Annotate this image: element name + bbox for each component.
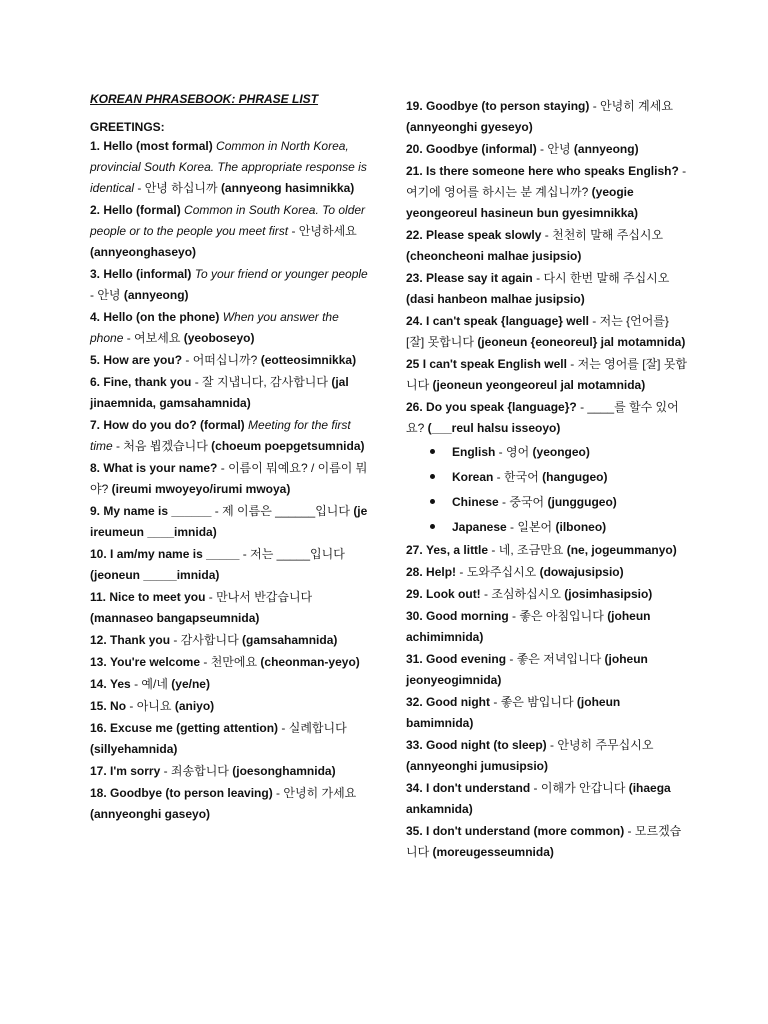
phrase-romanization: (yeogie yeongeoreul hasineun bun gyesimnikka) bbox=[406, 185, 639, 220]
phrase-korean: 도와주십시오 bbox=[466, 565, 537, 579]
phrase-romanization: (annyeonghi gyeseyo) bbox=[406, 120, 533, 134]
phrase-entry: 3. Hello (informal) To your friend or younger people - 안녕 (annyeong) bbox=[90, 267, 368, 302]
phrase-romanization: (annyeonghi gaseyo) bbox=[90, 807, 211, 821]
phrase-number: 29. bbox=[406, 587, 423, 601]
phrase-romanization: (ihaega ankamnida) bbox=[406, 781, 671, 816]
phrase-english: How do you do? (formal) bbox=[103, 418, 245, 432]
phrase-korean: 안녕히 가세요 bbox=[283, 786, 357, 800]
phrase-romanization: (moreugesseumnida) bbox=[432, 845, 554, 859]
phrase-romanization: (choeum poepgetsumnida) bbox=[211, 439, 365, 453]
phrase-entry: 34. I don't understand - 이해가 안갑니다 (ihaega ankamnida) bbox=[406, 781, 671, 816]
phrase-entry: 24. I can't speak {language} well - 저는 {언어를} [잘] 못합니다 (jeoneun {eoneoreul} jal motamnida) bbox=[406, 314, 686, 349]
bullet-icon bbox=[430, 474, 435, 479]
language-romanization: (yeongeo) bbox=[532, 445, 590, 459]
phrase-romanization: (sillyehamnida) bbox=[90, 742, 178, 756]
phrase-korean: ____를 할수 있어요? bbox=[406, 400, 679, 435]
phrase-english: Goodbye (to person staying) bbox=[426, 99, 590, 113]
phrase-entry: 23. Please say it again - 다시 한번 말해 주십시오 (dasi hanbeon malhae jusipsio) bbox=[406, 271, 670, 306]
phrase-korean: 안녕하세요 bbox=[298, 224, 357, 238]
phrase-entry: 19. Goodbye (to person staying) - 안녕히 계세요 (annyeonghi gyeseyo) bbox=[406, 99, 673, 134]
phrase-romanization: (annyeonghi jumusipsio) bbox=[406, 759, 549, 773]
phrase-korean: 모르겠습니다 bbox=[406, 824, 682, 859]
phrase-korean: 여기에 영어를 하시는 분 계십니까? bbox=[406, 185, 589, 199]
phrase-korean: 감사합니다 bbox=[180, 633, 239, 647]
phrase-romanization: (josimhasipsio) bbox=[564, 587, 653, 601]
phrase-number: 12. bbox=[90, 633, 107, 647]
phrase-entry: 32. Good night - 좋은 밤입니다 (joheun bamimnida) bbox=[406, 695, 621, 730]
phrase-entry: 20. Goodbye (informal) - 안녕 (annyeong) bbox=[406, 142, 639, 156]
phrase-number: 4. bbox=[90, 310, 101, 324]
phrase-entry: 28. Help! - 도와주십시오 (dowajusipsio) bbox=[406, 565, 624, 579]
phrase-english: Hello (most formal) bbox=[103, 139, 213, 153]
phrase-romanization: (ireumi mwoyeyo/irumi mwoya) bbox=[111, 482, 291, 496]
phrase-korean: 천만에요 bbox=[210, 655, 258, 669]
phrase-korean: 다시 한번 말해 주십시오 bbox=[543, 271, 670, 285]
phrase-romanization: (joheun bamimnida) bbox=[406, 695, 621, 730]
phrase-english: Hello (formal) bbox=[103, 203, 181, 217]
phrase-entry: 27. Yes, a little - 네, 조금만요 (ne, jogeummanyo) bbox=[406, 543, 677, 557]
language-item: Japanese - 일본어 (ilboneo) bbox=[452, 515, 688, 540]
phrase-korean: 안녕 bbox=[97, 288, 121, 302]
phrase-english: Fine, thank you bbox=[103, 375, 192, 389]
language-romanization: (hangugeo) bbox=[542, 470, 608, 484]
phrase-korean: 제 이름은 ______입니다 bbox=[222, 504, 350, 518]
phrase-english: I'm sorry bbox=[110, 764, 161, 778]
phrase-note: Meeting for the first time bbox=[90, 418, 351, 453]
phrase-number: 3. bbox=[90, 267, 101, 281]
phrase-english: My name is ______ bbox=[103, 504, 212, 518]
phrase-romanization: (jeoneun yeongeoreul jal motamnida) bbox=[432, 378, 646, 392]
phrase-romanization: (dowajusipsio) bbox=[539, 565, 624, 579]
phrase-entry: 14. Yes - 예/네 (ye/ne) bbox=[90, 677, 210, 691]
phrase-list-right-b bbox=[406, 540, 688, 863]
phrase-korean: 저는 영어를 [잘] 못합니다 bbox=[406, 357, 688, 392]
language-korean: 중국어 bbox=[509, 495, 545, 509]
phrase-english: Look out! bbox=[426, 587, 481, 601]
language-list bbox=[406, 440, 688, 540]
phrase-romanization: (annyeonghaseyo) bbox=[90, 245, 197, 259]
phrase-number: 33. bbox=[406, 738, 423, 752]
language-korean: 영어 bbox=[506, 445, 530, 459]
phrase-number: 11. bbox=[90, 590, 107, 604]
phrase-number: 28. bbox=[406, 565, 423, 579]
phrase-entry: 15. No - 아니요 (aniyo) bbox=[90, 699, 215, 713]
phrase-entry: 26. Do you speak {language}? - ____를 할수 있어요? (___reul halsu isseoyo) bbox=[406, 400, 679, 435]
phrase-korean: 처음 뵙겠습니다 bbox=[123, 439, 208, 453]
language-english: Chinese bbox=[452, 495, 499, 509]
phrase-romanization: (cheonman-yeyo) bbox=[260, 655, 360, 669]
phrase-english: Thank you bbox=[110, 633, 171, 647]
phrase-entry: 35. I don't understand (more common) - 모르겠습니다 (moreugesseumnida) bbox=[406, 824, 682, 859]
phrase-korean: 예/네 bbox=[141, 677, 168, 691]
phrase-english: You're welcome bbox=[110, 655, 201, 669]
phrase-entry: 33. Good night (to sleep) - 안녕히 주무십시오 (annyeonghi jumusipsio) bbox=[406, 738, 654, 773]
right-column bbox=[406, 96, 688, 864]
phrase-english: How are you? bbox=[103, 353, 183, 367]
phrase-entry: 10. I am/my name is _____ - 저는 _____입니다 (jeoneun _____imnida) bbox=[90, 547, 345, 582]
phrase-korean: 안녕 bbox=[547, 142, 571, 156]
phrase-korean: 잘 지냅니다, 감사합니다 bbox=[202, 375, 328, 389]
bullet-icon bbox=[430, 524, 435, 529]
phrase-korean: 좋은 밤입니다 bbox=[500, 695, 574, 709]
phrase-note: To your friend or younger people bbox=[194, 267, 368, 281]
page-title: KOREAN PHRASEBOOK: PHRASE LIST bbox=[90, 92, 319, 106]
phrase-english: I don't understand (more common) bbox=[426, 824, 625, 838]
phrase-entry: 4. Hello (on the phone) When you answer the phone - 여보세요 (yeoboseyo) bbox=[90, 310, 339, 345]
phrase-note: When you answer the phone bbox=[90, 310, 339, 345]
section-heading: GREETINGS: bbox=[90, 120, 165, 134]
phrase-number: 34. bbox=[406, 781, 423, 795]
phrase-english: Goodbye (to person leaving) bbox=[110, 786, 273, 800]
phrase-korean: 안녕히 주무십시오 bbox=[557, 738, 654, 752]
phrase-korean: 이해가 안갑니다 bbox=[540, 781, 626, 795]
left-column bbox=[90, 92, 372, 826]
phrase-number: 25 bbox=[406, 357, 420, 371]
phrase-number: 18. bbox=[90, 786, 107, 800]
phrase-english: Goodbye (informal) bbox=[426, 142, 537, 156]
phrase-number: 24. bbox=[406, 314, 423, 328]
language-item: English - 영어 (yeongeo) bbox=[452, 440, 688, 465]
phrase-korean: 이름이 뭐예요? / 이름이 뭐야? bbox=[90, 461, 368, 496]
phrase-english: Good evening bbox=[426, 652, 507, 666]
phrase-english: No bbox=[110, 699, 127, 713]
phrase-korean: 어떠십니까? bbox=[192, 353, 258, 367]
phrase-number: 30. bbox=[406, 609, 423, 623]
phrase-number: 20. bbox=[406, 142, 423, 156]
phrase-number: 5. bbox=[90, 353, 101, 367]
language-korean: 한국어 bbox=[504, 470, 539, 484]
phrase-english: What is your name? bbox=[103, 461, 218, 475]
bullet-icon bbox=[430, 449, 435, 454]
phrase-korean: 여보세요 bbox=[134, 331, 181, 345]
phrase-romanization: (cheoncheoni malhae jusipsio) bbox=[406, 249, 582, 263]
phrase-number: 2. bbox=[90, 203, 101, 217]
phrase-english: Good night (to sleep) bbox=[426, 738, 547, 752]
phrase-number: 7. bbox=[90, 418, 101, 432]
phrase-entry: 12. Thank you - 감사합니다 (gamsahamnida) bbox=[90, 633, 338, 647]
phrase-entry: 29. Look out! - 조심하십시오 (josimhasipsio) bbox=[406, 587, 653, 601]
phrase-romanization: (annyeong) bbox=[573, 142, 639, 156]
phrase-romanization: (jeoneun _____imnida) bbox=[90, 568, 220, 582]
phrase-number: 8. bbox=[90, 461, 101, 475]
phrase-korean: 죄송합니다 bbox=[170, 764, 229, 778]
phrase-korean: 천천히 말해 주십시오 bbox=[552, 228, 664, 242]
phrase-romanization: (joheun jeonyeogimnida) bbox=[406, 652, 648, 687]
phrase-entry: 11. Nice to meet you - 만나서 반갑습니다 (mannaseo bangapseumnida) bbox=[90, 590, 313, 625]
phrase-entry: 6. Fine, thank you - 잘 지냅니다, 감사합니다 (jal jinaemnida, gamsahamnida) bbox=[90, 375, 349, 410]
phrase-list-left bbox=[90, 136, 372, 825]
phrase-english: Yes bbox=[110, 677, 131, 691]
phrase-korean: 저는 {언어를} [잘] 못합니다 bbox=[406, 314, 669, 349]
phrase-english: I can't speak {language} well bbox=[426, 314, 589, 328]
phrase-english: Do you speak {language}? bbox=[426, 400, 577, 414]
phrase-romanization: (annyeong hasimnikka) bbox=[220, 181, 355, 195]
phrase-entry: 30. Good morning - 좋은 아침입니다 (joheun achimimnida) bbox=[406, 609, 651, 644]
phrase-entry: 17. I'm sorry - 죄송합니다 (joesonghamnida) bbox=[90, 764, 336, 778]
phrase-entry: 8. What is your name? - 이름이 뭐예요? / 이름이 뭐야? (ireumi mwoyeyo/irumi mwoya) bbox=[90, 461, 368, 496]
phrase-entry: 1. Hello (most formal) Common in North Korea, provincial South Korea. The appropriate response is identical - 안녕 하십니까 (annyeong hasimnikka) bbox=[90, 139, 367, 195]
phrase-number: 1. bbox=[90, 139, 101, 153]
phrase-list-right-a bbox=[406, 96, 688, 439]
phrase-romanization: (yeoboseyo) bbox=[183, 331, 255, 345]
phrase-entry: 2. Hello (formal) Common in South Korea. To older people or to the people you meet first - 안녕하세요 (annyeonghaseyo) bbox=[90, 203, 366, 259]
phrase-romanization: (ye/ne) bbox=[171, 677, 210, 691]
language-item: Korean - 한국어 (hangugeo) bbox=[452, 465, 688, 490]
phrase-korean: 안녕히 계세요 bbox=[600, 99, 673, 113]
phrase-romanization: (annyeong) bbox=[123, 288, 189, 302]
phrase-romanization: (joesonghamnida) bbox=[232, 764, 336, 778]
phrase-number: 31. bbox=[406, 652, 423, 666]
phrase-entry: 18. Goodbye (to person leaving) - 안녕히 가세요 (annyeonghi gaseyo) bbox=[90, 786, 357, 821]
phrase-korean: 좋은 저녁입니다 bbox=[516, 652, 602, 666]
phrase-romanization: (mannaseo bangapseumnida) bbox=[90, 611, 260, 625]
phrase-number: 14. bbox=[90, 677, 107, 691]
language-romanization: (ilboneo) bbox=[555, 520, 607, 534]
phrase-english: I can't speak English well bbox=[422, 357, 567, 371]
phrase-korean: 저는 _____입니다 bbox=[250, 547, 345, 561]
phrase-english: Hello (on the phone) bbox=[103, 310, 220, 324]
language-korean: 일본어 bbox=[517, 520, 553, 534]
phrase-number: 10. bbox=[90, 547, 107, 561]
phrase-english: Nice to meet you bbox=[109, 590, 206, 604]
phrase-romanization: (gamsahamnida) bbox=[242, 633, 338, 647]
phrase-english: I don't understand bbox=[426, 781, 531, 795]
phrase-entry: 9. My name is ______ - 제 이름은 ______입니다 (je ireumeun ____imnida) bbox=[90, 504, 368, 539]
phrase-number: 17. bbox=[90, 764, 107, 778]
language-english: Japanese bbox=[452, 520, 507, 534]
phrase-note: Common in South Korea. To older people or to the people you meet first bbox=[90, 203, 366, 238]
phrase-number: 15. bbox=[90, 699, 107, 713]
phrase-korean: 아니요 bbox=[136, 699, 172, 713]
phrase-number: 22. bbox=[406, 228, 423, 242]
phrase-romanization: (ne, jogeummanyo) bbox=[566, 543, 677, 557]
bullet-icon bbox=[430, 499, 435, 504]
phrase-english: Please speak slowly bbox=[426, 228, 542, 242]
language-romanization: (junggugeo) bbox=[547, 495, 617, 509]
phrase-english: I am/my name is _____ bbox=[110, 547, 240, 561]
phrase-romanization: (eotteosimnikka) bbox=[260, 353, 357, 367]
phrase-entry: 21. Is there someone here who speaks English? - 여기에 영어를 하시는 분 계십니까? (yeogie yeongeoreul hasineun bun gyesimnikka) bbox=[406, 164, 687, 220]
phrase-number: 32. bbox=[406, 695, 423, 709]
phrase-number: 6. bbox=[90, 375, 101, 389]
phrase-korean: 만나서 반갑습니다 bbox=[216, 590, 313, 604]
phrase-note: Common in North Korea, provincial South Korea. The appropriate response is identical bbox=[90, 139, 367, 195]
phrase-entry: 31. Good evening - 좋은 저녁입니다 (joheun jeonyeogimnida) bbox=[406, 652, 648, 687]
phrase-entry: 5. How are you? - 어떠십니까? (eotteosimnikka) bbox=[90, 353, 357, 367]
phrase-korean: 좋은 아침입니다 bbox=[519, 609, 604, 623]
phrase-entry: 22. Please speak slowly - 천천히 말해 주십시오 (cheoncheoni malhae jusipsio) bbox=[406, 228, 664, 263]
phrase-english: Good night bbox=[426, 695, 491, 709]
phrase-number: 9. bbox=[90, 504, 101, 518]
phrase-korean: 안녕 하십니까 bbox=[144, 181, 218, 195]
phrase-english: Good morning bbox=[426, 609, 509, 623]
phrase-number: 13. bbox=[90, 655, 107, 669]
phrase-entry: 16. Excuse me (getting attention) - 실례합니다 (sillyehamnida) bbox=[90, 721, 347, 756]
language-english: Korean bbox=[452, 470, 494, 484]
phrase-english: Yes, a little bbox=[426, 543, 489, 557]
phrase-english: Please say it again bbox=[426, 271, 533, 285]
phrase-number: 23. bbox=[406, 271, 423, 285]
phrase-number: 27. bbox=[406, 543, 423, 557]
phrase-number: 35. bbox=[406, 824, 423, 838]
phrase-romanization: (je ireumeun ____imnida) bbox=[90, 504, 368, 539]
phrase-romanization: (___reul halsu isseoyo) bbox=[427, 421, 561, 435]
phrase-korean: 조심하십시오 bbox=[491, 587, 561, 601]
phrase-korean: 네, 조금만요 bbox=[498, 543, 564, 557]
language-english: English bbox=[452, 445, 496, 459]
phrase-number: 16. bbox=[90, 721, 107, 735]
phrase-entry: 7. How do you do? (formal) Meeting for the first time - 처음 뵙겠습니다 (choeum poepgetsumnida) bbox=[90, 418, 365, 453]
phrase-number: 26. bbox=[406, 400, 423, 414]
phrase-korean: 실례합니다 bbox=[288, 721, 347, 735]
phrase-entry: 25 I can't speak English well - 저는 영어를 [잘] 못합니다 (jeoneun yeongeoreul jal motamnida) bbox=[406, 357, 688, 392]
phrase-romanization: (aniyo) bbox=[174, 699, 215, 713]
phrase-romanization: (jeoneun {eoneoreul} jal motamnida) bbox=[477, 335, 686, 349]
phrase-entry: 13. You're welcome - 천만에요 (cheonman-yeyo) bbox=[90, 655, 360, 669]
phrase-english: Excuse me (getting attention) bbox=[110, 721, 279, 735]
phrase-english: Is there someone here who speaks English? bbox=[426, 164, 679, 178]
phrase-english: Hello (informal) bbox=[103, 267, 192, 281]
phrase-romanization: (joheun achimimnida) bbox=[406, 609, 651, 644]
language-item: Chinese - 중국어 (junggugeo) bbox=[452, 490, 688, 515]
phrase-english: Help! bbox=[426, 565, 457, 579]
phrase-romanization: (dasi hanbeon malhae jusipsio) bbox=[406, 292, 585, 306]
phrase-number: 21. bbox=[406, 164, 423, 178]
phrase-romanization: (jal jinaemnida, gamsahamnida) bbox=[90, 375, 349, 410]
phrase-number: 19. bbox=[406, 99, 423, 113]
